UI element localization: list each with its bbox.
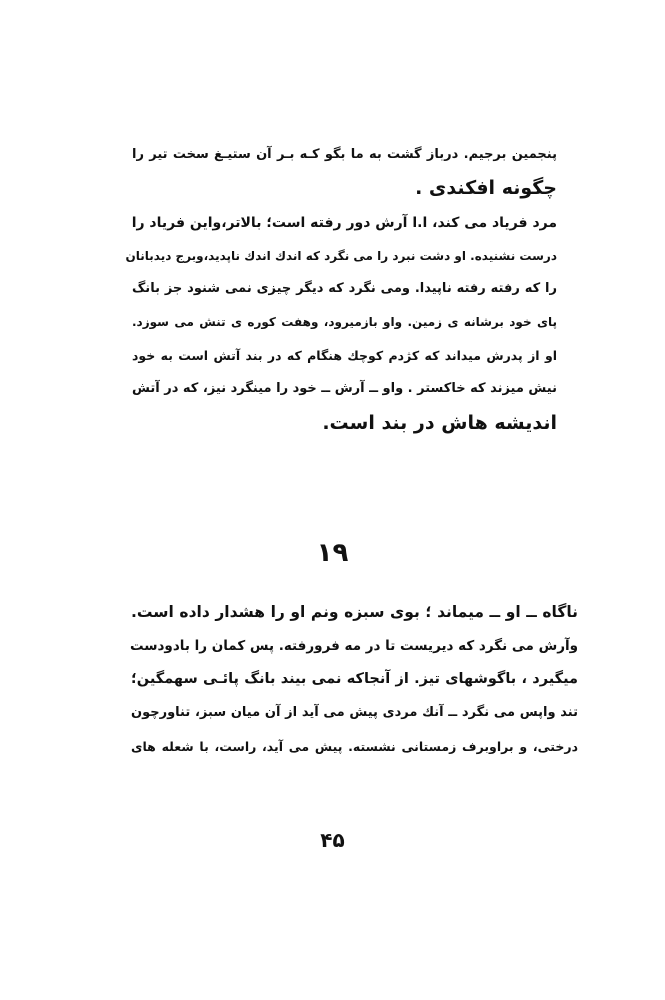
text-line: پنجمین برجیم. درباز گشت به ما بگو کـه بـر آن ستیـغ سخت تیر را [132,147,557,162]
text-line: میگیرد ، باگوشهای تیز. از آنجاکه نمی بیند بانگ پائـی سهمگین؛ [131,671,578,687]
page-number: ۴۵ [320,828,345,852]
text-line: اندیشه هاش در بند است. [322,412,557,434]
text-line: پای خود برشانه ی زمین. واو بازمیرود، وهفت کوره ی تنش می سوزد. [132,315,557,329]
text-line: را که رفته رفته ناپیدا. ومی نگرد که دیگر چیزی نمی شنود جز بانگ [132,281,557,296]
text-line: چگونه افکندی . [415,177,557,199]
text-line: مرد فریاد می کند، ا.ا آرش دور رفته است؛ بالاتر،واین فریاد را [131,215,557,231]
text-line: ناگاه ــ او ــ میماند ؛ بوی سبزه ونم او را هشدار داده است. [131,603,578,621]
text-line: نیش میزند که خاکستر . واو ــ آرش ــ خود را مینگرد نیز، که در آتش [131,381,557,396]
text-line: درست نشنیده. او دشت نبرد را می نگرد که اندك اندك ناپدید،وبرج دیدبانان [125,249,557,263]
text-line: او از پدرش میداند که کژدم کوچك هنگام که در بند آتش است به خود [132,348,557,363]
text-line: وآرش می نگرد که دیریست تا در مه فرورفته. پس کمان را بادودست [129,638,578,654]
text-line: تند واپس می نگرد ــ آنك مردی پیش می آید از آن میان سبز، تناورچون [131,705,578,720]
text-line: درختی، و براوبرف زمستانی نشسته. پیش می آید، راست، با شعله های [131,739,578,754]
section-number: ۱۹ [316,538,349,568]
